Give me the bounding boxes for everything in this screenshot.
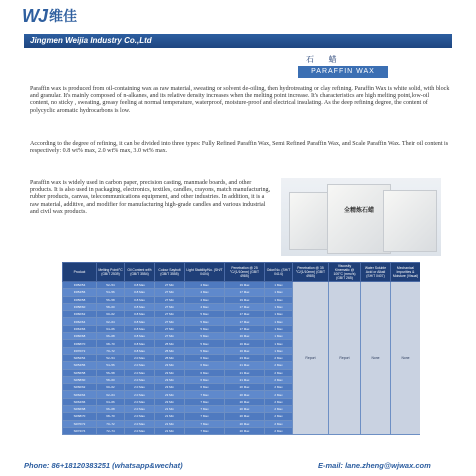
table-cell: 27 Min [155, 289, 185, 296]
contact-phone: Phone: 86+18120383251 (whatsapp&wechat) [24, 461, 183, 470]
table-merged-cell: Report [293, 282, 329, 435]
table-merged-cell: None [361, 282, 391, 435]
table-cell: 17 Max [225, 289, 265, 296]
table-cell: 23 Max [225, 354, 265, 361]
table-cell: FR52/54 [63, 282, 97, 289]
table-cell: 6 Max [185, 384, 225, 391]
title-english: PARAFFIN WAX [298, 66, 388, 78]
table-cell: 19 Max [225, 296, 265, 303]
table-header-row [63, 263, 421, 282]
table-cell: 0.8 Max [125, 296, 155, 303]
table-cell: FR66/68 [63, 333, 97, 340]
table-cell: 1 Max [265, 311, 293, 318]
table-header-cell: Light Stability/No. (SH/T 0404) [185, 263, 225, 282]
table-cell: 2.0 Max [125, 376, 155, 383]
table-cell: 5 Max [185, 347, 225, 354]
table-cell: 21 Max [225, 376, 265, 383]
table-header-cell: Water Soluble Acid or Alkali (SH/T 0407) [361, 263, 391, 282]
applications-paragraph: Paraffin wax is widely used in carbon paper, precision casting, manmade boards, and other products. It is also used in packaging, electronics, textiles, candles, crayons, match manufacturing, rubber products, canvas, telecommunications equipment, and other industries. In addition, it is a raw material, additive, and modifier for manufacturing high-grade candles and various industrial and civil wax products. [30, 180, 271, 215]
table-header-cell: Product [63, 263, 97, 282]
table-header-cell: Oil Content wt% (GB/T 3554) [125, 263, 155, 282]
table-cell: 1 Max [265, 289, 293, 296]
table-cell: 4 Max [185, 303, 225, 310]
table-cell: 64~66 [97, 398, 125, 405]
table-cell: 2 Max [265, 376, 293, 383]
table-merged-cell: Report [329, 282, 361, 435]
table-cell: 16 Max [225, 333, 265, 340]
table-cell: 0.8 Max [125, 311, 155, 318]
table-cell: 27 Min [155, 282, 185, 289]
table-cell: 2 Max [265, 413, 293, 420]
table-cell: FR60/62 [63, 311, 97, 318]
table-cell: 2 Max [265, 406, 293, 413]
table-cell: 17 Max [225, 303, 265, 310]
table-cell: 19 Max [225, 282, 265, 289]
table-cell: 58~60 [97, 303, 125, 310]
table-cell: 2 Max [265, 398, 293, 405]
table-cell: 25 Min [155, 347, 185, 354]
table-row [63, 282, 421, 289]
table-cell: 21 Min [155, 413, 185, 420]
table-cell: 5 Max [185, 318, 225, 325]
table-cell: 2 Max [265, 369, 293, 376]
table-cell: 54~56 [97, 289, 125, 296]
table-cell: 16 Max [225, 347, 265, 354]
table-cell: 72~74 [97, 427, 125, 434]
table-cell: SR58/60 [63, 376, 97, 383]
table-cell: 23 Min [155, 384, 185, 391]
table-cell: 62~64 [97, 391, 125, 398]
table-cell: 2.0 Max [125, 369, 155, 376]
table-cell: 16 Max [225, 340, 265, 347]
table-cell: 2.0 Max [125, 384, 155, 391]
table-cell: 56~58 [97, 296, 125, 303]
table-header-cell: Colour Saybolt (GB/T 3555) [155, 263, 185, 282]
table-cell: 27 Min [155, 318, 185, 325]
table-cell: SR70/72 [63, 420, 97, 427]
table-cell: SR72/74 [63, 427, 97, 434]
table-cell: 7 Max [185, 398, 225, 405]
table-cell: FR62/64 [63, 318, 97, 325]
table-cell: 2 Max [265, 391, 293, 398]
title-chinese: 石 蜡 [306, 55, 343, 64]
table-cell: 2.0 Max [125, 391, 155, 398]
table-cell: 68~70 [97, 340, 125, 347]
table-cell: 5 Max [185, 325, 225, 332]
table-cell: 70~72 [97, 347, 125, 354]
table-cell: FR56/58 [63, 296, 97, 303]
table-header-cell: Viscosity Kinematic @ 100°C (mm²/s) (GB/T 265) [329, 263, 361, 282]
table-cell: 68~70 [97, 413, 125, 420]
table-cell: 1 Max [265, 340, 293, 347]
table-header-cell: Melting Point/°C (GB/T 2539) [97, 263, 125, 282]
table-cell: 25 Min [155, 340, 185, 347]
table-cell: 2.0 Max [125, 413, 155, 420]
table-cell: 64~66 [97, 325, 125, 332]
table-cell: 23 Min [155, 376, 185, 383]
table-cell: 1 Max [265, 347, 293, 354]
table-cell: 5 Max [185, 340, 225, 347]
company-logo [22, 4, 77, 28]
table-cell: 2 Max [265, 362, 293, 369]
table-cell: 21 Max [225, 369, 265, 376]
spec-table [62, 262, 420, 456]
table-cell: SR52/54 [63, 354, 97, 361]
table-cell: 2.0 Max [125, 406, 155, 413]
table-cell: 20 Max [225, 391, 265, 398]
company-name: Jingmen Weijia Industry Co.,Ltd [30, 36, 152, 45]
table-cell: 6 Max [185, 362, 225, 369]
table-header-cell: Odor/No. (SH/T 0414) [265, 263, 293, 282]
table-cell: 23 Min [155, 391, 185, 398]
table-cell: 23 Min [155, 369, 185, 376]
table-cell: SR62/64 [63, 391, 97, 398]
table-cell: 21 Min [155, 406, 185, 413]
table-cell: 0.8 Max [125, 340, 155, 347]
table-cell: 5 Max [185, 311, 225, 318]
table-header-cell: Mechanical Impurities & Moisture (Visual) [391, 263, 421, 282]
wax-bag-image [327, 184, 391, 254]
table-cell: 23 Min [155, 362, 185, 369]
table-cell: 1 Max [265, 282, 293, 289]
table-cell: 7 Max [185, 391, 225, 398]
table-cell: SR54/56 [63, 362, 97, 369]
table-cell: FR58/60 [63, 303, 97, 310]
table-cell: 2.0 Max [125, 362, 155, 369]
table-cell: 1 Max [265, 303, 293, 310]
table-cell: 5 Max [185, 333, 225, 340]
table-cell: 52~54 [97, 354, 125, 361]
table-cell: SR64/66 [63, 398, 97, 405]
table-cell: 2 Max [265, 420, 293, 427]
table-cell: 20 Max [225, 413, 265, 420]
table-cell: FR70/72 [63, 347, 97, 354]
table-cell: 58~60 [97, 376, 125, 383]
table-cell: 20 Max [225, 384, 265, 391]
table-cell: 17 Max [225, 311, 265, 318]
table-cell: 66~68 [97, 333, 125, 340]
table-cell: SR60/62 [63, 384, 97, 391]
table-cell: 2 Max [265, 384, 293, 391]
table-cell: FR54/56 [63, 289, 97, 296]
table-cell: SR68/70 [63, 413, 97, 420]
table-cell: 7 Max [185, 427, 225, 434]
table-cell: 7 Max [185, 413, 225, 420]
table-cell: 1 Max [265, 325, 293, 332]
table-cell: 2.0 Max [125, 427, 155, 434]
table-cell: 7 Max [185, 406, 225, 413]
table-cell: FR64/66 [63, 325, 97, 332]
contact-email: E-mail: lane.zheng@wjwax.com [318, 461, 431, 470]
table-cell: 60~62 [97, 311, 125, 318]
table-cell: 6 Max [185, 369, 225, 376]
table-cell: FR68/70 [63, 340, 97, 347]
table-cell: SR56/58 [63, 369, 97, 376]
footer [0, 461, 476, 476]
table-cell: 20 Max [225, 406, 265, 413]
header-banner [24, 34, 452, 48]
intro-paragraph: Paraffin wax is produced from oil-containing wax as raw material, sweating or solvent de-oiling, then hydrotreating or clay refining. Paraffin Wax is white solid, with block and granular. It's mainly composed of n-alkanes, and its relative density increases when the melting point increase. It's characteristics are high melting point,low-oil content, no sticky , sweating, greasy feeling at normal temperature, waterproof, moisture-proof and electrical insulating. As the deep refining degree, the content of polycyclic aromatic hydrocarbons is low. [30, 86, 450, 114]
table-cell: 6 Max [185, 354, 225, 361]
table-cell: 27 Min [155, 311, 185, 318]
table-cell: 0.8 Max [125, 333, 155, 340]
table-cell: 2.0 Max [125, 354, 155, 361]
logo-mark: WJ [22, 5, 47, 26]
table-cell: 0.8 Max [125, 289, 155, 296]
table-cell: 56~58 [97, 369, 125, 376]
table-cell: 20 Max [225, 420, 265, 427]
table-cell: 21 Min [155, 427, 185, 434]
table-cell: 1 Max [265, 296, 293, 303]
table-cell: 0.8 Max [125, 325, 155, 332]
wax-bag-image [383, 190, 437, 252]
table-cell: 0.8 Max [125, 318, 155, 325]
table-cell: 2 Max [265, 354, 293, 361]
table-cell: 54~56 [97, 362, 125, 369]
table-cell: 66~68 [97, 406, 125, 413]
types-paragraph: According to the degree of refining, it can be divided into three types: Fully Refined Paraffin Wax, Semi Refined Paraffin Wax, and Scale Paraffin Wax. Their oil content is respectively: 0.8 wt% max, 2.0 wt% max, 3.0 wt% max. [30, 141, 449, 155]
table-cell: 27 Min [155, 333, 185, 340]
bag-label: 全精炼石蜡 [343, 207, 374, 215]
table-cell: 0.8 Max [125, 303, 155, 310]
table-cell: 0.8 Max [125, 282, 155, 289]
table-cell: 25 Min [155, 354, 185, 361]
table-cell: 60~62 [97, 384, 125, 391]
table-cell: 1 Max [265, 333, 293, 340]
table-cell: 4 Max [185, 282, 225, 289]
table-cell: 21 Min [155, 420, 185, 427]
table-cell: 70~72 [97, 420, 125, 427]
table-header-cell: Penetration @ 25 °C/(1/10mm) (GB/T 4985) [225, 263, 265, 282]
table-cell: 27 Min [155, 325, 185, 332]
table-cell: 2.0 Max [125, 398, 155, 405]
table-cell: 6 Max [185, 376, 225, 383]
table-cell: 0.8 Max [125, 347, 155, 354]
table-cell: 4 Max [185, 289, 225, 296]
table-header-cell: Penetration @ 35 °C/(1/10mm) (GB/T 4985) [293, 263, 329, 282]
table-cell: 52~54 [97, 282, 125, 289]
table-merged-cell: None [391, 282, 421, 435]
table-cell: 2 Max [265, 427, 293, 434]
table-cell: 4 Max [185, 296, 225, 303]
product-photo [281, 178, 441, 256]
logo-chinese-name: 维佳 [49, 9, 77, 25]
table-cell: 1 Max [265, 318, 293, 325]
table-cell: 27 Min [155, 303, 185, 310]
table-cell: 20 Max [225, 427, 265, 434]
table-cell: 7 Max [185, 420, 225, 427]
table-cell: SR66/68 [63, 406, 97, 413]
table-cell: 2.0 Max [125, 420, 155, 427]
table-cell: 23 Min [155, 398, 185, 405]
table-cell: 17 Max [225, 325, 265, 332]
table-cell: 20 Max [225, 398, 265, 405]
table-cell: 21 Max [225, 362, 265, 369]
table-cell: 27 Min [155, 296, 185, 303]
table-cell: 17 Max [225, 318, 265, 325]
table-cell: 62~64 [97, 318, 125, 325]
